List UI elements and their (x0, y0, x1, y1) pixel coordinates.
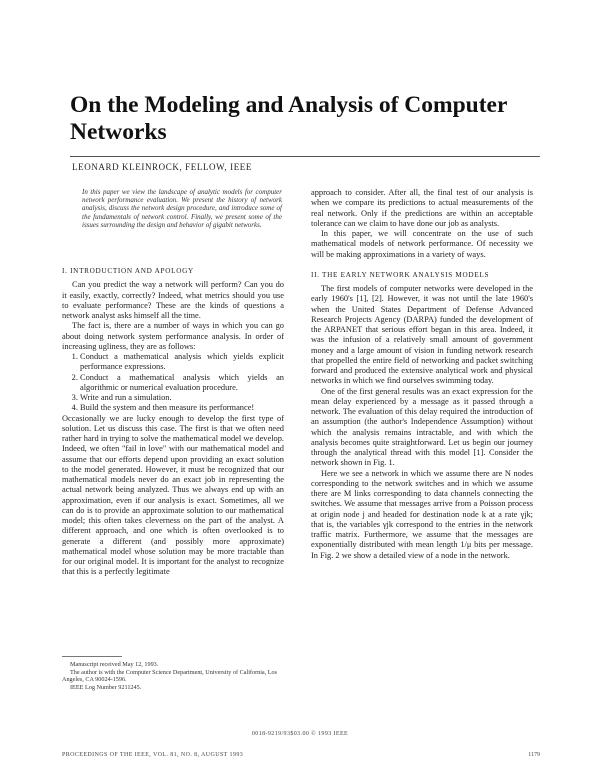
section-heading-early-models: II. THE EARLY NETWORK ANALYSIS MODELS (311, 270, 490, 279)
footnote-rule (62, 656, 122, 657)
early-models-paragraph-3: Here we see a network in which we assume there are N nodes corresponding to the network switches and in which we assume there are M links corresponding to data channels connecting the switches. We assume that messages arrive from a Poisson process at origin node j and headed for destination node k at a rate γjk; that is, the variables γjk correspond to the entries in the network traffic matrix. Furthermore, we assume that the messages are exponentially distributed with mean length 1/μ bits per message. In Fig. 2 we show a detailed view of a node in the network. (311, 468, 533, 560)
list-item: 2. Conduct a mathematical analysis which yields an algorithmic or numerical evaluation procedure. (80, 373, 284, 394)
author-line: LEONARD KLEINROCK, FELLOW, IEEE (72, 162, 252, 172)
abstract: In this paper we view the landscape of analytic models for computer network performance evaluation. We present the history of network analysis, discuss the network design procedure, and introduce some of the fundamentals of network control. Finally, we present some of the issues surrounding the design and behavior of gigabit networks. (82, 188, 282, 229)
title-rule (70, 156, 540, 157)
footnote (62, 661, 284, 691)
footnote-affiliation: The author is with the Computer Science Department, University of California, Los Angeles, CA 90024-1596. (62, 668, 278, 684)
list-item: 1. Conduct a mathematical analysis which yields explicit performance expressions. (80, 352, 284, 373)
left-column (62, 266, 284, 578)
copyright-line: 0018-9219/93$03.00 © 1993 IEEE (251, 731, 349, 737)
footnote-received: Manuscript received May 12, 1993. (70, 661, 159, 668)
section-heading-introduction: I. INTRODUCTION AND APOLOGY (62, 267, 194, 275)
intro-paragraph-2: The fact is, there are a number of ways in which you can go about doing network system performance analysis. In order of increasing ugliness, they are as follows: (62, 321, 284, 351)
scope-paragraph: In this paper, we will concentrate on the use of such mathematical models of network performance. Of necessity we will be making approximations in a variety of ways. (311, 229, 533, 259)
running-head: PROCEEDINGS OF THE IEEE, VOL. 81, NO. 8, AUGUST 1993 (62, 752, 244, 758)
early-models-paragraph-2: One of the first general results was an exact expression for the mean delay experienced by a message as it passed through a network. The evaluation of this delay required the introduction of an assumption (the author's Independence Assumption) without which the analysis remains intractable, and with which the analysis becomes quite straightforward. Let us begin our journey through the analytical thread with this model [1]. Consider the network shown in Fig. 1. (311, 386, 533, 468)
intro-paragraph-1: Can you predict the way a network will perform? Can you do it easily, exactly, correctly? Indeed, what metrics should you use to evaluate performance? These are the kinds of questions a network analyst asks himself all the time. (62, 280, 284, 320)
list-item: 4. Build the system and then measure its performance! (80, 403, 284, 413)
paper-title: On the Modeling and Analysis of Computer Networks (70, 92, 507, 145)
list-item: 3. Write and run a simulation. (80, 393, 284, 403)
intro-paragraph-3: Occasionally we are lucky enough to develop the first type of solution. Let us discuss this case. The first is that we often need rather hard in trying to solve the mathematical model we develop. Indeed, we often "fail in love" with our mathematical model and assume that our efforts depend upon providing an exact solution to the model generated. However, it must be recognized that our mathematical models never do an exact job in representing the actual network being analyzed. Thus we always end up with an approximation, even if our analysis is exact. Sometimes, all we can do is to provide an approximate solution to our mathematical model; this often takes cleverness on the part of the analyst. A different approach, and one which is often overlooked is to generate a different (and possibly more approximate) mathematical model whose solution may be more tractable than for our original model. It is important for the analyst to recognize that this is a perfectly legitimate (62, 413, 284, 577)
early-models-paragraph-1: The first models of computer networks were developed in the early 1960's [1], [2]. However, it was not until the late 1960's when the United States Department of Defense Advanced Research Projects Agency (DARPA) funded the development of the ARPANET that serious effort began in this area. Indeed, it was the infusion of a relatively small amount of government money and a large amount of vision in funding network research that propelled the entire field of networking and packet switching forward and produced the extensive analytical work and physical networks in which we find ourselves swimming today. (311, 284, 533, 386)
footnote-log-number: IEEE Log Number 9211245. (70, 683, 142, 691)
right-column (311, 188, 533, 561)
analysis-methods-list (62, 352, 284, 414)
page-number: 1179 (528, 752, 540, 758)
continued-paragraph: approach to consider. After all, the final test of our analysis is when we compare its predictions to actual measurements of the real network. Only if the predictions are within an acceptable tolerance can we claim to have done our job as analysts. (311, 188, 533, 228)
